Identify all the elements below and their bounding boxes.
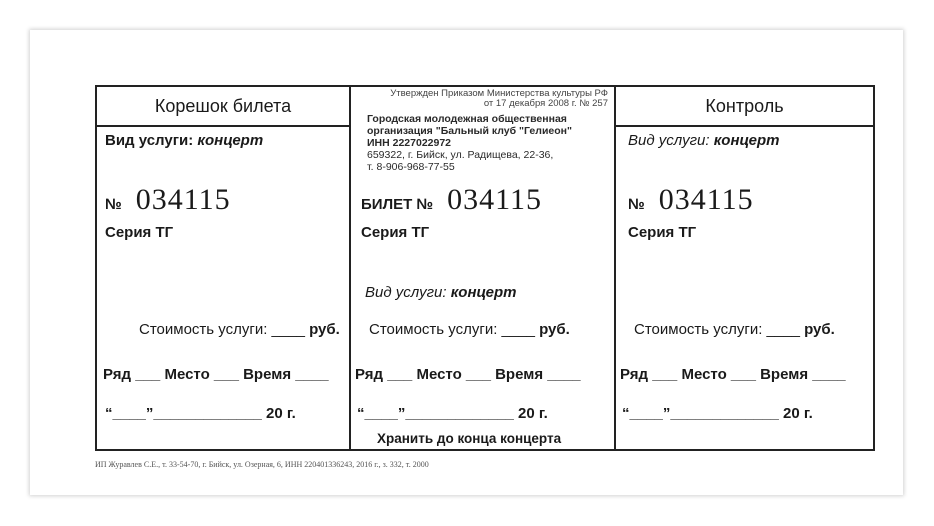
approval-line-2: от 17 декабря 2008 г. № 257 (483, 98, 608, 109)
stub-service-value: концерт (197, 132, 264, 149)
control-row-seat-time: Ряд ___ Место ___ Время ____ (620, 366, 846, 383)
ticket-row-seat-time: Ряд ___ Место ___ Время ____ (355, 366, 581, 383)
control-cost-label: Стоимость услуги: (634, 321, 763, 338)
control-number-label: № (628, 196, 645, 213)
approval-note (390, 89, 608, 109)
org-line-1: Городская молодежная общественная (367, 113, 567, 125)
stub-cost-line (139, 321, 340, 338)
ticket-service (365, 284, 516, 301)
control-cost-line (634, 321, 835, 338)
org-line-3: ИНН 2227022972 (367, 137, 452, 149)
stub-header: Корешок билета (97, 87, 349, 127)
stub-ticket-number: 034115 (135, 183, 231, 216)
stub-service-label: Вид услуги: (105, 132, 194, 149)
stub-date-line: “____”_____________ 20 г. (105, 405, 296, 422)
stub-cost-label: Стоимость услуги: (139, 321, 268, 338)
control-column (616, 87, 873, 449)
control-cost-blank: ____ (766, 321, 800, 338)
control-cost-unit: руб. (804, 321, 835, 338)
stub-number-label: № (105, 196, 122, 213)
organization-block (367, 113, 572, 173)
org-line-5: т. 8-906-968-77-55 (367, 161, 455, 173)
printer-footer: ИП Журавлев С.Е., т. 33-54-70, г. Бийск, ул. Озерная, 6, ИНН 220401336243, 2016 г., з. 332, т. 2000 (95, 460, 429, 469)
ticket-cost-blank: ____ (501, 321, 535, 338)
ticket-cost-line (369, 321, 570, 338)
ticket-number-label: БИЛЕТ № (361, 196, 434, 213)
stub-service (105, 132, 263, 149)
ticket-service-value: концерт (450, 284, 517, 301)
org-line-2: организация "Бальный клуб "Гелиеон" (367, 125, 572, 137)
control-series: Серия ТГ (628, 224, 697, 241)
control-service (628, 132, 779, 149)
stub-series: Серия ТГ (105, 224, 174, 241)
ticket-main-column (351, 87, 616, 449)
approval-line-1: Утвержден Приказом Министерства культуры РФ (390, 88, 608, 99)
stub-cost-unit: руб. (309, 321, 340, 338)
ticket-number-line (361, 183, 542, 217)
ticket-number: 034115 (447, 183, 543, 216)
ticket-series: Серия ТГ (361, 224, 430, 241)
org-line-4: 659322, г. Бийск, ул. Радищева, 22-36, (367, 149, 554, 161)
control-date-line: “____”_____________ 20 г. (622, 405, 813, 422)
stub-cost-blank: ____ (271, 321, 305, 338)
keep-until-end-note: Хранить до конца концерта (377, 431, 562, 446)
control-ticket-number: 034115 (658, 183, 754, 216)
ticket-cost-label: Стоимость услуги: (369, 321, 498, 338)
stub-column (97, 87, 351, 449)
ticket-cost-unit: руб. (539, 321, 570, 338)
control-service-label: Вид услуги: (628, 132, 710, 149)
control-number-line (628, 183, 754, 217)
ticket-service-label: Вид услуги: (365, 284, 447, 301)
ticket-sheet (30, 30, 903, 495)
control-service-value: концерт (713, 132, 780, 149)
control-header: Контроль (616, 87, 873, 127)
ticket-form (95, 85, 875, 451)
stub-number-line (105, 183, 231, 217)
ticket-date-line: “____”_____________ 20 г. (357, 405, 548, 422)
stub-row-seat-time: Ряд ___ Место ___ Время ____ (103, 366, 329, 383)
